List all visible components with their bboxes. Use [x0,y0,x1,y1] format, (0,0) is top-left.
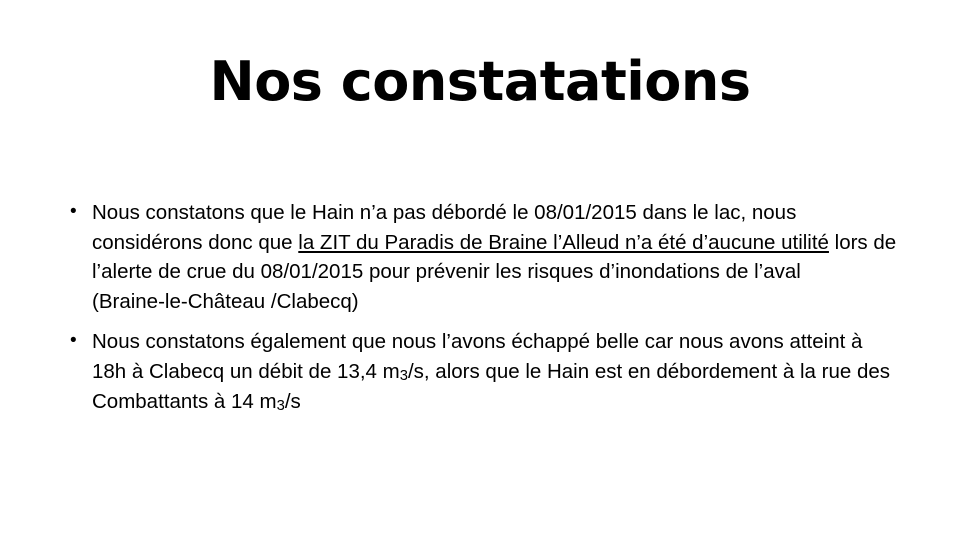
bullet-text-2: Nous constatons également que nous l’avons échappé belle car nous avons atteint à 18h à Clabecq un débit de 13,4 m3/s, alors que le Hain est en débordement à la rue des Combattants à 14 m3/s [92,329,890,414]
slide-body [64,198,900,427]
bullet-item-1 [64,198,900,317]
slide-title: Nos constatations [209,50,751,113]
bullet-item-2 [64,327,900,417]
bullet-text-1: Nous constatons que le Hain n’a pas débordé le 08/01/2015 dans le lac, nous considérons donc que la ZIT du Paradis de Braine l’Alleud n’a été d’aucune utilité lors de l’alerte de crue du 08/01/2015 pour prévenir les risques d’inondations de l’aval (Braine-le-Château /Clabecq) [92,201,897,314]
bullet-list [64,198,900,417]
